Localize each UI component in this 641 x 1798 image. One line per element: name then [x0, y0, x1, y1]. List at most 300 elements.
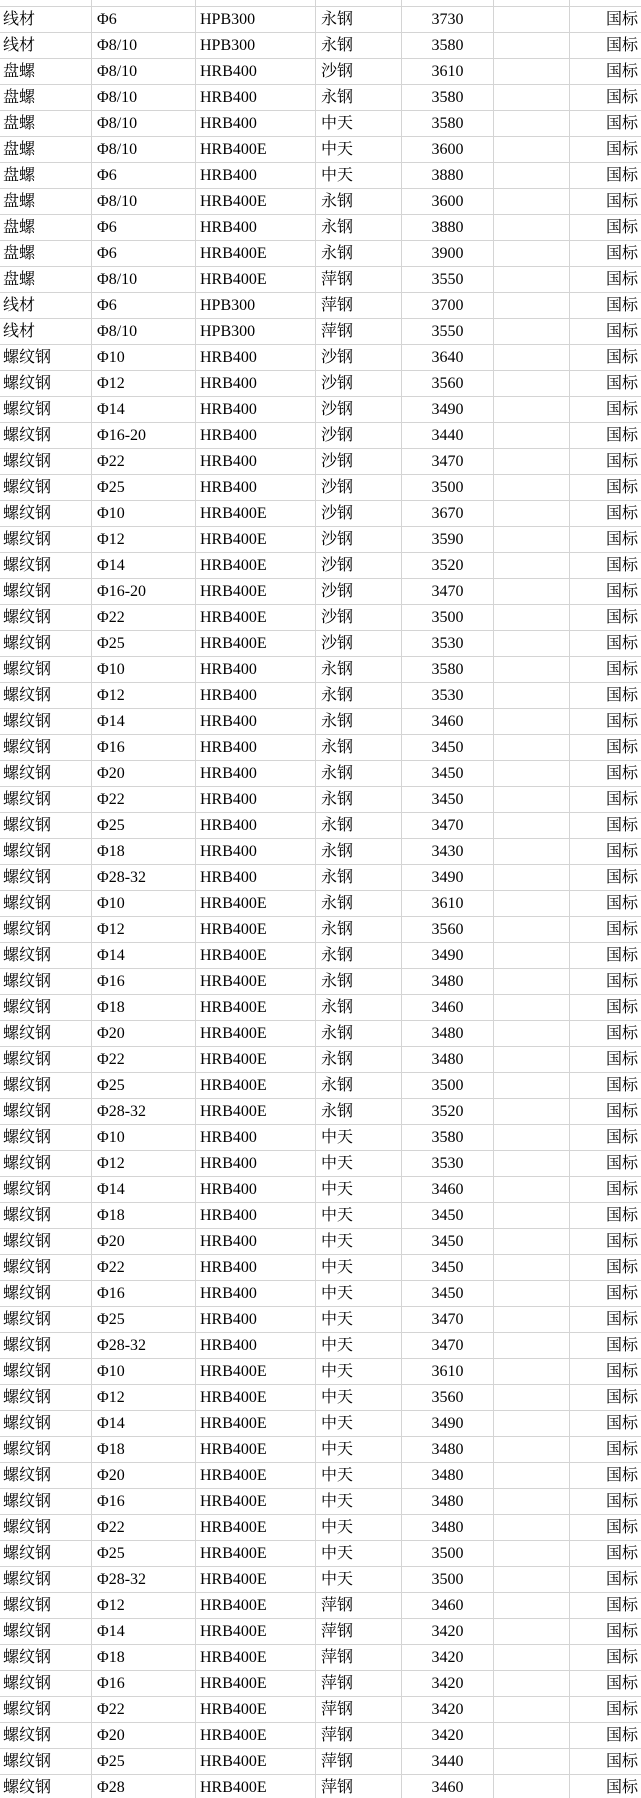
- cell-standard[interactable]: 国标: [605, 1779, 638, 1796]
- cell-material[interactable]: HRB400: [196, 1333, 316, 1358]
- cell-spec[interactable]: Φ22: [92, 1047, 196, 1072]
- cell-mill[interactable]: 萍钢: [316, 293, 402, 318]
- cell-empty[interactable]: [494, 0, 570, 6]
- cell-price[interactable]: 3460: [402, 1775, 494, 1798]
- cell-spec[interactable]: Φ25: [92, 1541, 196, 1566]
- cell-standard[interactable]: 国标: [605, 1649, 638, 1666]
- cell-mill[interactable]: 永钢: [316, 787, 402, 812]
- cell-spec[interactable]: Φ22: [92, 1697, 196, 1722]
- cell-product[interactable]: 线材: [0, 7, 92, 32]
- cell-product[interactable]: 螺纹钢: [0, 1437, 92, 1462]
- cell-standard[interactable]: 国标: [605, 947, 638, 964]
- cell-spec[interactable]: Φ8/10: [92, 319, 196, 344]
- cell-empty[interactable]: [494, 7, 570, 32]
- cell-mill[interactable]: 沙钢: [316, 475, 402, 500]
- cell-mill[interactable]: 永钢: [316, 735, 402, 760]
- cell-price[interactable]: 3470: [402, 579, 494, 604]
- cell-empty[interactable]: [494, 371, 570, 396]
- cell-price[interactable]: 3480: [402, 1437, 494, 1462]
- cell-mill[interactable]: 永钢: [316, 85, 402, 110]
- cell-empty[interactable]: [494, 1073, 570, 1098]
- cell-product[interactable]: 螺纹钢: [0, 1463, 92, 1488]
- cell-material[interactable]: HRB400: [196, 371, 316, 396]
- cell-spec[interactable]: Φ16-20: [92, 579, 196, 604]
- cell-mill[interactable]: 中天: [316, 1333, 402, 1358]
- cell-empty[interactable]: [494, 969, 570, 994]
- cell-mill[interactable]: 永钢: [316, 1099, 402, 1124]
- cell-spec[interactable]: Φ16: [92, 969, 196, 994]
- cell-empty[interactable]: [494, 137, 570, 162]
- cell-standard[interactable]: 国标: [605, 1311, 638, 1328]
- cell-price[interactable]: 3450: [402, 1255, 494, 1280]
- cell-empty[interactable]: [494, 111, 570, 136]
- cell-spec[interactable]: Φ6: [92, 241, 196, 266]
- cell-product[interactable]: 螺纹钢: [0, 1645, 92, 1670]
- cell-standard[interactable]: 国标: [605, 713, 638, 730]
- cell-spec[interactable]: Φ8/10: [92, 189, 196, 214]
- cell-product[interactable]: 线材: [0, 293, 92, 318]
- cell-standard[interactable]: 国标: [605, 1207, 638, 1224]
- cell-material[interactable]: HPB300: [196, 319, 316, 344]
- cell-empty[interactable]: [494, 1255, 570, 1280]
- cell-empty[interactable]: [494, 1177, 570, 1202]
- cell-material[interactable]: HRB400E: [196, 1749, 316, 1774]
- cell-price[interactable]: 3730: [402, 7, 494, 32]
- cell-price[interactable]: 3420: [402, 1723, 494, 1748]
- cell-price[interactable]: 3480: [402, 969, 494, 994]
- cell-standard[interactable]: 国标: [605, 1051, 638, 1068]
- cell-product[interactable]: 螺纹钢: [0, 605, 92, 630]
- cell-spec[interactable]: Φ8/10: [92, 111, 196, 136]
- cell-material[interactable]: HRB400: [196, 865, 316, 890]
- cell-spec[interactable]: Φ22: [92, 1255, 196, 1280]
- cell-mill[interactable]: 永钢: [316, 189, 402, 214]
- cell-product[interactable]: 螺纹钢: [0, 423, 92, 448]
- cell-material[interactable]: HRB400E: [196, 1437, 316, 1462]
- cell-mill[interactable]: 中天: [316, 1203, 402, 1228]
- cell-material[interactable]: HRB400E: [196, 891, 316, 916]
- cell-empty[interactable]: [494, 215, 570, 240]
- cell-mill[interactable]: 沙钢: [316, 527, 402, 552]
- cell-product[interactable]: 螺纹钢: [0, 1307, 92, 1332]
- cell-product[interactable]: 螺纹钢: [0, 475, 92, 500]
- cell-product[interactable]: 螺纹钢: [0, 917, 92, 942]
- cell-mill[interactable]: 中天: [316, 1151, 402, 1176]
- cell-mill[interactable]: 永钢: [316, 813, 402, 838]
- cell-material[interactable]: HRB400E: [196, 1489, 316, 1514]
- cell-standard[interactable]: 国标: [605, 661, 638, 678]
- cell-product[interactable]: 螺纹钢: [0, 839, 92, 864]
- cell-mill[interactable]: 萍钢: [316, 1645, 402, 1670]
- cell-mill[interactable]: 沙钢: [316, 501, 402, 526]
- cell-product[interactable]: 螺纹钢: [0, 501, 92, 526]
- cell-material[interactable]: HRB400E: [196, 1775, 316, 1798]
- cell-product[interactable]: 螺纹钢: [0, 397, 92, 422]
- cell-material[interactable]: HRB400E: [196, 995, 316, 1020]
- cell-material[interactable]: HRB400E: [196, 1073, 316, 1098]
- cell-material[interactable]: HRB400: [196, 163, 316, 188]
- cell-empty[interactable]: [494, 1307, 570, 1332]
- cell-material[interactable]: HRB400: [196, 761, 316, 786]
- cell-material[interactable]: HRB400E: [196, 1099, 316, 1124]
- cell-mill[interactable]: 萍钢: [316, 1593, 402, 1618]
- cell-empty[interactable]: [494, 1437, 570, 1462]
- cell-material[interactable]: HRB400: [196, 449, 316, 474]
- cell-mill[interactable]: 中天: [316, 1229, 402, 1254]
- cell-empty[interactable]: [494, 293, 570, 318]
- cell-price[interactable]: 3460: [402, 1177, 494, 1202]
- cell-empty[interactable]: [494, 1593, 570, 1618]
- cell-standard[interactable]: [570, 0, 641, 6]
- cell-spec[interactable]: Φ10: [92, 657, 196, 682]
- cell-empty[interactable]: [494, 397, 570, 422]
- cell-standard[interactable]: 国标: [605, 869, 638, 886]
- cell-product[interactable]: 螺纹钢: [0, 1333, 92, 1358]
- cell-empty[interactable]: [494, 33, 570, 58]
- cell-spec[interactable]: Φ20: [92, 1229, 196, 1254]
- cell-mill[interactable]: 中天: [316, 1125, 402, 1150]
- cell-price[interactable]: [402, 0, 494, 6]
- cell-empty[interactable]: [494, 735, 570, 760]
- cell-product[interactable]: 螺纹钢: [0, 683, 92, 708]
- cell-spec[interactable]: Φ25: [92, 1749, 196, 1774]
- cell-product[interactable]: 螺纹钢: [0, 1177, 92, 1202]
- cell-empty[interactable]: [494, 1619, 570, 1644]
- cell-spec[interactable]: Φ12: [92, 1151, 196, 1176]
- cell-empty[interactable]: [494, 163, 570, 188]
- cell-spec[interactable]: Φ6: [92, 215, 196, 240]
- cell-price[interactable]: 3880: [402, 163, 494, 188]
- cell-price[interactable]: 3530: [402, 1151, 494, 1176]
- cell-product[interactable]: 螺纹钢: [0, 813, 92, 838]
- cell-mill[interactable]: 萍钢: [316, 1697, 402, 1722]
- cell-mill[interactable]: 萍钢: [316, 1775, 402, 1798]
- cell-material[interactable]: HRB400E: [196, 1515, 316, 1540]
- cell-price[interactable]: 3450: [402, 761, 494, 786]
- cell-price[interactable]: 3520: [402, 1099, 494, 1124]
- cell-standard[interactable]: 国标: [605, 271, 638, 288]
- cell-mill[interactable]: 永钢: [316, 865, 402, 890]
- cell-spec[interactable]: Φ14: [92, 397, 196, 422]
- cell-standard[interactable]: 国标: [605, 765, 638, 782]
- cell-price[interactable]: 3580: [402, 111, 494, 136]
- cell-empty[interactable]: [494, 1229, 570, 1254]
- cell-spec[interactable]: Φ12: [92, 371, 196, 396]
- cell-material[interactable]: HRB400: [196, 657, 316, 682]
- cell-empty[interactable]: [494, 605, 570, 630]
- cell-material[interactable]: HRB400E: [196, 605, 316, 630]
- cell-mill[interactable]: 永钢: [316, 839, 402, 864]
- cell-product[interactable]: 螺纹钢: [0, 1047, 92, 1072]
- cell-price[interactable]: 3580: [402, 33, 494, 58]
- cell-standard[interactable]: 国标: [605, 1025, 638, 1042]
- cell-product[interactable]: 螺纹钢: [0, 657, 92, 682]
- cell-price[interactable]: 3500: [402, 1567, 494, 1592]
- cell-price[interactable]: 3470: [402, 1307, 494, 1332]
- cell-material[interactable]: HRB400: [196, 85, 316, 110]
- cell-standard[interactable]: 国标: [605, 63, 638, 80]
- cell-empty[interactable]: [494, 891, 570, 916]
- cell-standard[interactable]: 国标: [605, 739, 638, 756]
- cell-spec[interactable]: Φ25: [92, 475, 196, 500]
- cell-empty[interactable]: [494, 59, 570, 84]
- cell-price[interactable]: 3480: [402, 1047, 494, 1072]
- cell-spec[interactable]: Φ12: [92, 527, 196, 552]
- cell-material[interactable]: HRB400E: [196, 137, 316, 162]
- cell-empty[interactable]: [494, 1645, 570, 1670]
- cell-empty[interactable]: [494, 267, 570, 292]
- cell-mill[interactable]: 沙钢: [316, 397, 402, 422]
- cell-product[interactable]: 螺纹钢: [0, 1593, 92, 1618]
- cell-price[interactable]: 3560: [402, 371, 494, 396]
- cell-product[interactable]: 螺纹钢: [0, 943, 92, 968]
- cell-material[interactable]: HRB400E: [196, 1567, 316, 1592]
- cell-standard[interactable]: 国标: [605, 817, 638, 834]
- cell-price[interactable]: 3530: [402, 683, 494, 708]
- cell-standard[interactable]: 国标: [605, 1597, 638, 1614]
- cell-empty[interactable]: [494, 1775, 570, 1798]
- cell-product[interactable]: 螺纹钢: [0, 1411, 92, 1436]
- cell-empty[interactable]: [494, 423, 570, 448]
- cell-material[interactable]: HRB400: [196, 423, 316, 448]
- cell-spec[interactable]: Φ8/10: [92, 267, 196, 292]
- cell-standard[interactable]: 国标: [605, 37, 638, 54]
- cell-price[interactable]: 3480: [402, 1021, 494, 1046]
- cell-mill[interactable]: 永钢: [316, 1047, 402, 1072]
- cell-product[interactable]: 螺纹钢: [0, 1255, 92, 1280]
- cell-material[interactable]: HRB400E: [196, 917, 316, 942]
- cell-mill[interactable]: 中天: [316, 1437, 402, 1462]
- cell-mill[interactable]: 中天: [316, 1281, 402, 1306]
- cell-price[interactable]: 3460: [402, 1593, 494, 1618]
- cell-mill[interactable]: 沙钢: [316, 423, 402, 448]
- cell-product[interactable]: 盘螺: [0, 85, 92, 110]
- cell-price[interactable]: 3580: [402, 1125, 494, 1150]
- cell-spec[interactable]: Φ12: [92, 1385, 196, 1410]
- cell-empty[interactable]: [494, 85, 570, 110]
- cell-spec[interactable]: Φ18: [92, 839, 196, 864]
- cell-product[interactable]: 盘螺: [0, 241, 92, 266]
- cell-price[interactable]: 3450: [402, 735, 494, 760]
- cell-empty[interactable]: [494, 1567, 570, 1592]
- cell-material[interactable]: HRB400E: [196, 943, 316, 968]
- cell-empty[interactable]: [494, 1151, 570, 1176]
- cell-product[interactable]: 螺纹钢: [0, 527, 92, 552]
- cell-standard[interactable]: 国标: [605, 921, 638, 938]
- cell-price[interactable]: 3640: [402, 345, 494, 370]
- cell-spec[interactable]: Φ20: [92, 761, 196, 786]
- cell-price[interactable]: 3610: [402, 59, 494, 84]
- cell-price[interactable]: 3560: [402, 917, 494, 942]
- cell-empty[interactable]: [494, 1359, 570, 1384]
- cell-empty[interactable]: [494, 657, 570, 682]
- cell-mill[interactable]: 永钢: [316, 657, 402, 682]
- cell-product[interactable]: 盘螺: [0, 267, 92, 292]
- cell-spec[interactable]: Φ22: [92, 787, 196, 812]
- cell-material[interactable]: [196, 0, 316, 6]
- cell-mill[interactable]: 中天: [316, 1489, 402, 1514]
- cell-material[interactable]: HPB300: [196, 7, 316, 32]
- cell-standard[interactable]: 国标: [605, 687, 638, 704]
- cell-product[interactable]: 螺纹钢: [0, 891, 92, 916]
- cell-mill[interactable]: 沙钢: [316, 631, 402, 656]
- cell-material[interactable]: HRB400: [196, 709, 316, 734]
- cell-spec[interactable]: Φ20: [92, 1723, 196, 1748]
- cell-material[interactable]: HRB400: [196, 111, 316, 136]
- cell-mill[interactable]: 中天: [316, 1567, 402, 1592]
- cell-material[interactable]: HRB400E: [196, 1697, 316, 1722]
- cell-standard[interactable]: 国标: [605, 1181, 638, 1198]
- cell-mill[interactable]: 永钢: [316, 891, 402, 916]
- cell-mill[interactable]: 永钢: [316, 943, 402, 968]
- cell-mill[interactable]: 中天: [316, 1515, 402, 1540]
- cell-standard[interactable]: 国标: [605, 973, 638, 990]
- cell-standard[interactable]: 国标: [605, 1753, 638, 1770]
- cell-spec[interactable]: Φ6: [92, 7, 196, 32]
- cell-standard[interactable]: 国标: [605, 1571, 638, 1588]
- cell-mill[interactable]: 沙钢: [316, 553, 402, 578]
- cell-spec[interactable]: Φ28-32: [92, 1567, 196, 1592]
- cell-standard[interactable]: 国标: [605, 999, 638, 1016]
- cell-spec[interactable]: Φ8/10: [92, 59, 196, 84]
- cell-mill[interactable]: 中天: [316, 1359, 402, 1384]
- cell-price[interactable]: 3550: [402, 319, 494, 344]
- cell-product[interactable]: 螺纹钢: [0, 579, 92, 604]
- cell-material[interactable]: HRB400: [196, 787, 316, 812]
- cell-standard[interactable]: 国标: [605, 1701, 638, 1718]
- cell-empty[interactable]: [494, 1697, 570, 1722]
- cell-product[interactable]: 螺纹钢: [0, 631, 92, 656]
- cell-price[interactable]: 3500: [402, 475, 494, 500]
- cell-product[interactable]: [0, 0, 92, 6]
- cell-empty[interactable]: [494, 839, 570, 864]
- cell-spec[interactable]: Φ8/10: [92, 85, 196, 110]
- cell-spec[interactable]: Φ10: [92, 501, 196, 526]
- cell-mill[interactable]: 沙钢: [316, 371, 402, 396]
- cell-standard[interactable]: 国标: [605, 1155, 638, 1172]
- cell-price[interactable]: 3450: [402, 1203, 494, 1228]
- cell-material[interactable]: HRB400: [196, 1151, 316, 1176]
- cell-standard[interactable]: 国标: [605, 1389, 638, 1406]
- cell-empty[interactable]: [494, 761, 570, 786]
- cell-mill[interactable]: 中天: [316, 111, 402, 136]
- cell-mill[interactable]: 中天: [316, 1177, 402, 1202]
- cell-standard[interactable]: 国标: [605, 1259, 638, 1276]
- cell-mill[interactable]: 沙钢: [316, 345, 402, 370]
- cell-spec[interactable]: Φ25: [92, 1307, 196, 1332]
- cell-material[interactable]: HRB400E: [196, 1047, 316, 1072]
- cell-product[interactable]: 螺纹钢: [0, 1697, 92, 1722]
- cell-price[interactable]: 3490: [402, 1411, 494, 1436]
- cell-spec[interactable]: Φ28-32: [92, 1333, 196, 1358]
- cell-material[interactable]: HRB400: [196, 1281, 316, 1306]
- cell-spec[interactable]: Φ14: [92, 709, 196, 734]
- cell-empty[interactable]: [494, 319, 570, 344]
- cell-price[interactable]: 3470: [402, 449, 494, 474]
- cell-spec[interactable]: Φ18: [92, 1203, 196, 1228]
- cell-material[interactable]: HRB400E: [196, 1385, 316, 1410]
- cell-standard[interactable]: 国标: [605, 1103, 638, 1120]
- cell-empty[interactable]: [494, 1671, 570, 1696]
- cell-price[interactable]: 3460: [402, 709, 494, 734]
- cell-empty[interactable]: [494, 1385, 570, 1410]
- cell-material[interactable]: HRB400E: [196, 1593, 316, 1618]
- cell-standard[interactable]: 国标: [605, 1285, 638, 1302]
- cell-material[interactable]: HRB400: [196, 1255, 316, 1280]
- cell-mill[interactable]: 中天: [316, 1463, 402, 1488]
- cell-material[interactable]: HRB400: [196, 215, 316, 240]
- cell-price[interactable]: 3450: [402, 787, 494, 812]
- cell-standard[interactable]: 国标: [605, 1493, 638, 1510]
- cell-standard[interactable]: 国标: [605, 609, 638, 626]
- cell-price[interactable]: 3420: [402, 1645, 494, 1670]
- cell-mill[interactable]: [316, 0, 402, 6]
- cell-mill[interactable]: 中天: [316, 1255, 402, 1280]
- cell-empty[interactable]: [494, 631, 570, 656]
- cell-material[interactable]: HRB400: [196, 1203, 316, 1228]
- cell-mill[interactable]: 永钢: [316, 995, 402, 1020]
- cell-price[interactable]: 3880: [402, 215, 494, 240]
- cell-price[interactable]: 3610: [402, 1359, 494, 1384]
- cell-material[interactable]: HRB400: [196, 1229, 316, 1254]
- cell-product[interactable]: 盘螺: [0, 111, 92, 136]
- cell-product[interactable]: 螺纹钢: [0, 1021, 92, 1046]
- cell-product[interactable]: 螺纹钢: [0, 1723, 92, 1748]
- cell-standard[interactable]: 国标: [605, 297, 638, 314]
- cell-price[interactable]: 3450: [402, 1229, 494, 1254]
- cell-standard[interactable]: 国标: [605, 427, 638, 444]
- cell-spec[interactable]: Φ28: [92, 1775, 196, 1798]
- cell-product[interactable]: 螺纹钢: [0, 1567, 92, 1592]
- cell-product[interactable]: 螺纹钢: [0, 1359, 92, 1384]
- cell-product[interactable]: 螺纹钢: [0, 1125, 92, 1150]
- cell-price[interactable]: 3610: [402, 891, 494, 916]
- cell-spec[interactable]: Φ18: [92, 995, 196, 1020]
- cell-product[interactable]: 螺纹钢: [0, 995, 92, 1020]
- cell-mill[interactable]: 中天: [316, 1411, 402, 1436]
- cell-empty[interactable]: [494, 1203, 570, 1228]
- cell-mill[interactable]: 永钢: [316, 969, 402, 994]
- cell-product[interactable]: 螺纹钢: [0, 969, 92, 994]
- cell-spec[interactable]: Φ12: [92, 917, 196, 942]
- cell-spec[interactable]: Φ18: [92, 1645, 196, 1670]
- cell-mill[interactable]: 永钢: [316, 683, 402, 708]
- cell-spec[interactable]: Φ16: [92, 1281, 196, 1306]
- cell-material[interactable]: HRB400E: [196, 1359, 316, 1384]
- cell-mill[interactable]: 萍钢: [316, 1671, 402, 1696]
- cell-product[interactable]: 盘螺: [0, 163, 92, 188]
- cell-material[interactable]: HRB400: [196, 1177, 316, 1202]
- cell-standard[interactable]: 国标: [605, 1441, 638, 1458]
- cell-material[interactable]: HRB400: [196, 839, 316, 864]
- cell-empty[interactable]: [494, 1411, 570, 1436]
- cell-standard[interactable]: 国标: [605, 1337, 638, 1354]
- cell-spec[interactable]: Φ12: [92, 1593, 196, 1618]
- cell-material[interactable]: HRB400: [196, 683, 316, 708]
- cell-price[interactable]: 3490: [402, 943, 494, 968]
- cell-product[interactable]: 螺纹钢: [0, 371, 92, 396]
- cell-material[interactable]: HRB400: [196, 1307, 316, 1332]
- cell-product[interactable]: 螺纹钢: [0, 1203, 92, 1228]
- cell-empty[interactable]: [494, 241, 570, 266]
- cell-empty[interactable]: [494, 501, 570, 526]
- cell-price[interactable]: 3440: [402, 1749, 494, 1774]
- cell-mill[interactable]: 沙钢: [316, 449, 402, 474]
- cell-mill[interactable]: 永钢: [316, 1021, 402, 1046]
- cell-material[interactable]: HRB400E: [196, 1723, 316, 1748]
- cell-standard[interactable]: 国标: [605, 843, 638, 860]
- cell-spec[interactable]: Φ28-32: [92, 1099, 196, 1124]
